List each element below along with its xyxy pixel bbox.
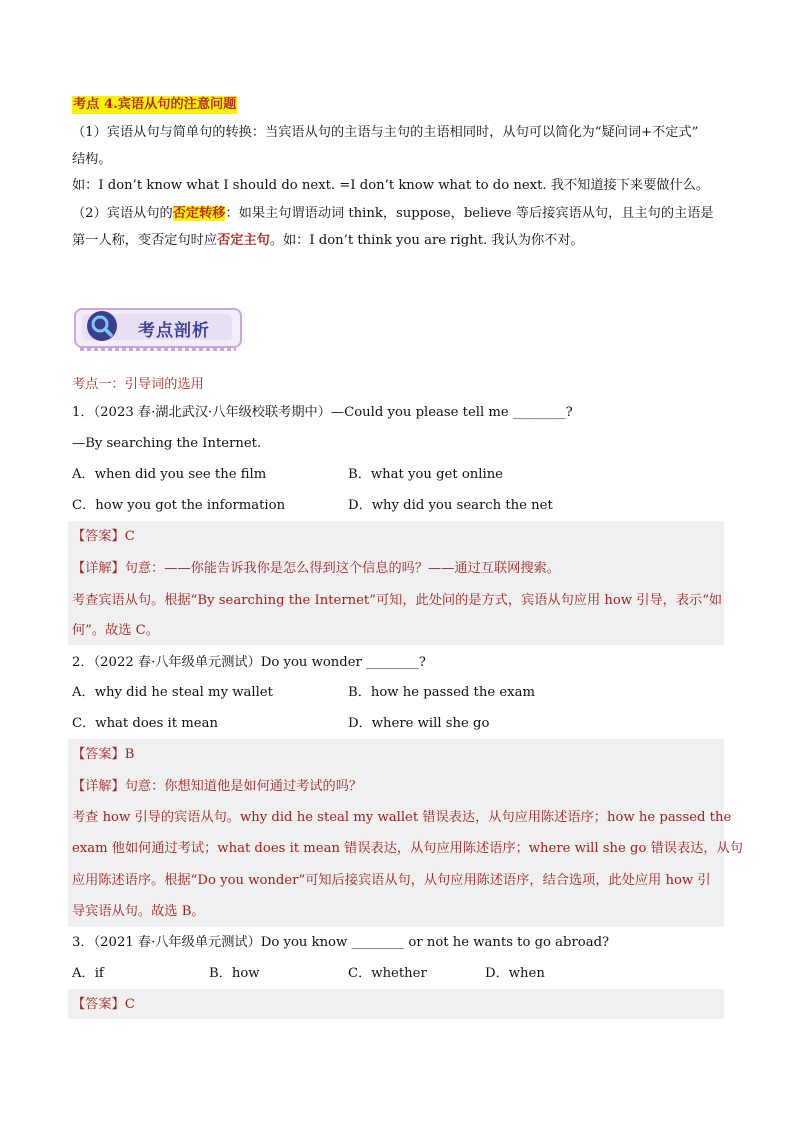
q1-option-c: C．how you got the information [72, 498, 286, 513]
q2-option-a: A．why did he steal my wallet [72, 685, 273, 700]
q2-analysis-line-4: 导宾语从句。故选 B。 [72, 904, 205, 919]
q1-detail: 【详解】句意：——你能告诉我你是怎么得到这个信息的吗？——通过互联网搜索。 [72, 561, 560, 576]
highlight-negation-transfer: 否定转移 [172, 206, 226, 221]
paragraph-2-prefix: （2）宾语从句的 [72, 206, 173, 221]
q3-option-b: B．how [209, 966, 260, 981]
q2-analysis-line-1: 考查 how 引导的宾语从句。why did he steal my wallet 错误表达，从句应用陈述语序；how he passed the [72, 810, 732, 825]
q2-option-c: C．what does it mean [72, 716, 218, 731]
q2-answer-block [68, 739, 724, 927]
paragraph-2-rest: ：如果主句谓语动词 think，suppose，believe 等后接宾语从句，且主句的主语是 [225, 206, 714, 221]
q3-option-d: D．when [485, 966, 545, 981]
q3-option-a: A．if [72, 966, 104, 981]
paragraph-1-line-1: （1）宾语从句与简单句的转换：当宾语从句的主语与主句的主语相同时，从句可以简化为“疑问词+不定式” [72, 125, 699, 140]
example-1: 如：I don’t know what I should do next. =I don’t know what to do next. 我不知道接下来要做什么。 [72, 178, 710, 193]
subsection-title: 考点一：引导词的选用 [72, 377, 204, 392]
section-title: 考点 4.宾语从句的注意问题 [73, 97, 237, 112]
q2-stem: 2．（2022 春·八年级单元测试）Do you wonder ________? [72, 655, 426, 670]
paragraph-2-line-2 [72, 232, 584, 250]
q2-detail: 【详解】句意：你想知道他是如何通过考试的吗？ [72, 779, 363, 794]
banner-underline [80, 347, 236, 351]
section-banner [72, 302, 242, 352]
paragraph-2-line-1 [72, 205, 714, 223]
q2-analysis-line-3: 应用陈述语序。根据“Do you wonder”可知后接宾语从句，从句应用陈述语序，结合选项，此处应用 how 引 [72, 873, 711, 888]
q1-answer-block [68, 521, 724, 645]
paragraph-2-line-2-prefix: 第一人称，变否定句时应 [72, 233, 218, 248]
q3-answer-block [68, 989, 724, 1019]
q1-line-2: —By searching the Internet. [72, 436, 262, 451]
paragraph-1-line-2: 结构。 [72, 152, 112, 167]
q1-option-d: D．why did you search the net [348, 498, 553, 513]
q1-option-b: B．what you get online [348, 467, 503, 482]
q2-option-b: B．how he passed the exam [348, 685, 535, 700]
q3-stem: 3．（2021 春·八年级单元测试）Do you know ________ or not he wants to go abroad? [72, 935, 610, 950]
q1-answer: 【答案】C [72, 529, 135, 544]
banner-label: 考点剖析 [138, 321, 210, 341]
q2-analysis-line-2: exam 他如何通过考试；what does it mean 错误表达，从句应用陈述语序；where will she go 错误表达，从句 [72, 841, 743, 856]
q1-analysis-line-1: 考查宾语从句。根据“By searching the Internet”可知，此处问的是方式，宾语从句应用 how 引导，表示“如 [72, 593, 723, 608]
q3-answer: 【答案】C [72, 997, 135, 1012]
q2-answer: 【答案】B [72, 747, 135, 762]
q2-option-d: D．where will she go [348, 716, 490, 731]
paragraph-2-line-2-rest: 。如：I don’t think you are right. 我认为你不对。 [269, 233, 584, 248]
q3-option-c: C．whether [348, 966, 427, 981]
q1-option-a: A．when did you see the film [72, 467, 267, 482]
negate-main-clause: 否定主句 [217, 233, 270, 248]
q1-analysis-line-2: 何”。故选 C。 [72, 623, 159, 638]
q1-stem: 1．（2023 春·湖北武汉·八年级校联考期中）—Could you please tell me ________? [72, 405, 573, 420]
magnifier-icon [86, 310, 118, 342]
